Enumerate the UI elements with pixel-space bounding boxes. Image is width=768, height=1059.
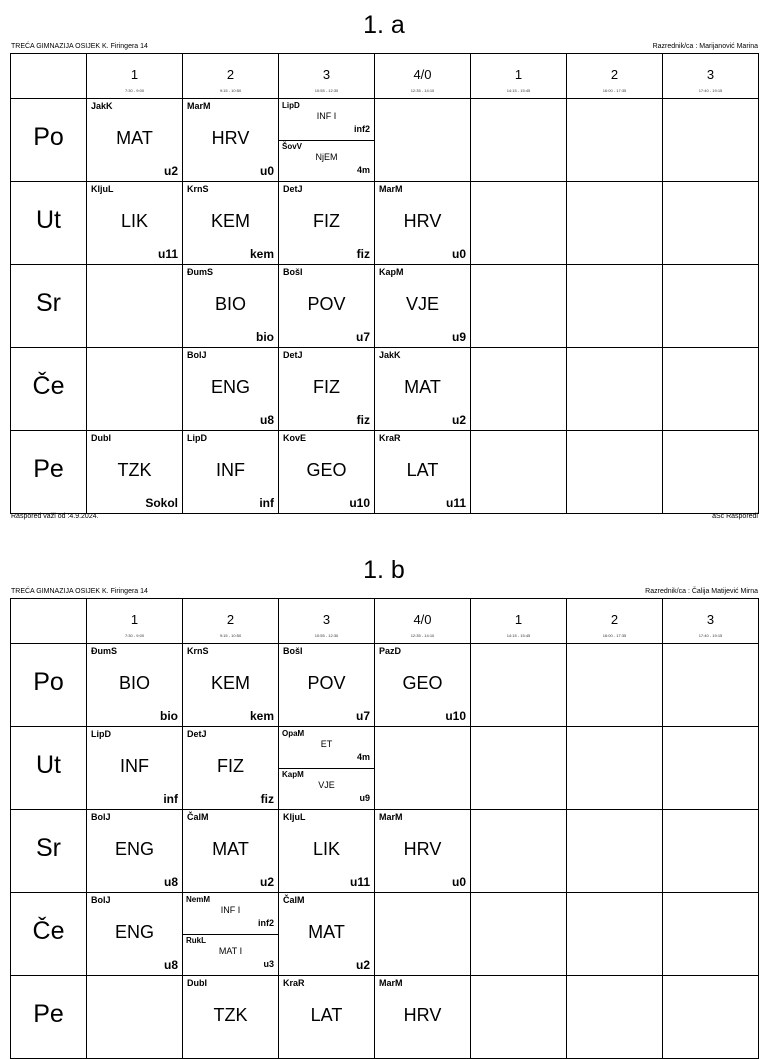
period-time: 9:15 - 10:50 bbox=[219, 633, 242, 638]
lesson-room: u2 bbox=[451, 413, 466, 427]
lesson-subject: INF I bbox=[316, 111, 337, 121]
period-header bbox=[375, 599, 471, 644]
homeroom-teacher: Razrednik/ca : Čalija Matijević Mirna bbox=[645, 588, 758, 595]
lesson-cell bbox=[663, 727, 759, 810]
lesson-teacher: ĐumS bbox=[91, 646, 118, 656]
lesson-room: u2 bbox=[355, 958, 370, 972]
day-row bbox=[11, 727, 759, 810]
day-name: Pe bbox=[33, 1000, 64, 1028]
period-time: 16:00 - 17:35 bbox=[602, 88, 627, 93]
period-time: 9:15 - 10:50 bbox=[219, 88, 242, 93]
lesson-teacher: DetJ bbox=[283, 350, 303, 360]
lesson-room: u9 bbox=[359, 793, 370, 803]
lesson-cell bbox=[471, 182, 567, 265]
period-number: 1 bbox=[514, 612, 523, 627]
lesson-cell bbox=[663, 644, 759, 727]
lesson-teacher: BolJ bbox=[187, 350, 207, 360]
lesson-cell bbox=[279, 182, 375, 265]
lesson-subject: MAT I bbox=[218, 946, 243, 956]
lesson-subject: ENG bbox=[114, 839, 154, 859]
lesson-cell bbox=[375, 976, 471, 1059]
lesson-subject: LIK bbox=[120, 211, 149, 231]
lesson-room: bio bbox=[256, 330, 274, 344]
lesson-half bbox=[183, 934, 278, 975]
lesson-teacher: LipD bbox=[282, 101, 300, 110]
lesson-teacher: KapM bbox=[282, 770, 304, 779]
period-header bbox=[567, 54, 663, 99]
lesson-cell bbox=[567, 976, 663, 1059]
day-name: Če bbox=[32, 917, 65, 945]
lesson-room: fiz bbox=[260, 792, 274, 806]
lesson-cell bbox=[375, 431, 471, 514]
lesson-subject: VJE bbox=[405, 294, 439, 314]
lesson-room: bio bbox=[160, 709, 178, 723]
lesson-cell bbox=[375, 727, 471, 810]
period-time: 10:55 - 12:30 bbox=[314, 633, 339, 638]
lesson-subject: MAT bbox=[404, 377, 441, 397]
lesson-subject: NjEM bbox=[315, 152, 338, 162]
lesson-subject: MAT bbox=[308, 922, 345, 942]
lesson-cell bbox=[279, 727, 375, 810]
lesson-room: u0 bbox=[259, 164, 274, 178]
period-header bbox=[567, 599, 663, 644]
lesson-teacher: KovE bbox=[283, 433, 307, 443]
lesson-cell bbox=[375, 265, 471, 348]
day-cell bbox=[11, 265, 87, 348]
lesson-cell bbox=[471, 727, 567, 810]
lesson-cell bbox=[87, 727, 183, 810]
school-name: TREĆA GIMNAZIJA OSIJEK K. Firingera 14 bbox=[11, 43, 148, 50]
lesson-cell bbox=[279, 810, 375, 893]
lesson-teacher: LipD bbox=[91, 729, 111, 739]
period-time: 7:30 - 9:00 bbox=[124, 88, 145, 93]
corner-cell bbox=[11, 54, 87, 99]
lesson-half bbox=[279, 99, 374, 141]
period-time: 17:40 - 19:15 bbox=[698, 633, 723, 638]
lesson-teacher: MarM bbox=[379, 812, 403, 822]
lesson-room: u11 bbox=[157, 247, 178, 261]
lesson-teacher: KrnS bbox=[187, 646, 209, 656]
lesson-teacher: ŠovV bbox=[282, 142, 303, 151]
period-time: 10:55 - 12:30 bbox=[314, 88, 339, 93]
software-credit: aSc Rasporedi bbox=[712, 513, 758, 520]
period-time: 14:15 - 15:45 bbox=[506, 88, 531, 93]
lesson-subject: FIZ bbox=[217, 756, 244, 776]
lesson-subject: TZK bbox=[213, 1005, 248, 1025]
lesson-room: inf bbox=[163, 792, 178, 806]
lesson-subject: KEM bbox=[210, 673, 250, 693]
lesson-cell bbox=[183, 182, 279, 265]
lesson-room: u0 bbox=[451, 875, 466, 889]
lesson-subject: HRV bbox=[403, 1005, 442, 1025]
lesson-teacher: MarM bbox=[379, 978, 403, 988]
lesson-cell bbox=[87, 431, 183, 514]
lesson-teacher: BošI bbox=[283, 267, 303, 277]
lesson-room: kem bbox=[249, 247, 274, 261]
lesson-subject: BIO bbox=[214, 294, 246, 314]
lesson-half bbox=[183, 893, 278, 935]
day-name: Sr bbox=[36, 289, 61, 317]
period-number: 2 bbox=[226, 67, 235, 82]
lesson-teacher: KljuL bbox=[91, 184, 114, 194]
lesson-teacher: KapM bbox=[379, 267, 404, 277]
lesson-subject: INF bbox=[120, 756, 149, 776]
period-header bbox=[663, 599, 759, 644]
lesson-cell bbox=[663, 431, 759, 514]
lesson-subject: ENG bbox=[210, 377, 250, 397]
day-row bbox=[11, 348, 759, 431]
lesson-room: inf2 bbox=[353, 124, 370, 134]
lesson-cell bbox=[663, 265, 759, 348]
period-header bbox=[663, 54, 759, 99]
day-name: Ut bbox=[36, 206, 61, 234]
day-cell bbox=[11, 182, 87, 265]
day-row bbox=[11, 99, 759, 182]
lesson-subject: POV bbox=[307, 294, 346, 314]
lesson-cell bbox=[471, 810, 567, 893]
period-time: 12:35 - 14:10 bbox=[410, 633, 435, 638]
period-number: 2 bbox=[610, 67, 619, 82]
lesson-room: 4m bbox=[356, 165, 370, 175]
lesson-subject: KEM bbox=[210, 211, 250, 231]
lesson-subject: LAT bbox=[310, 1005, 343, 1025]
lesson-room: fiz bbox=[356, 413, 370, 427]
lesson-subject: MAT bbox=[212, 839, 249, 859]
lesson-cell bbox=[567, 431, 663, 514]
lesson-teacher: ĐumS bbox=[187, 267, 214, 277]
period-number: 3 bbox=[706, 67, 715, 82]
lesson-cell bbox=[471, 99, 567, 182]
period-number: 3 bbox=[322, 612, 331, 627]
lesson-cell bbox=[183, 99, 279, 182]
lesson-cell bbox=[471, 348, 567, 431]
period-number: 4/0 bbox=[413, 612, 432, 627]
day-cell bbox=[11, 810, 87, 893]
lesson-cell bbox=[375, 348, 471, 431]
day-name: Pe bbox=[33, 455, 64, 483]
day-cell bbox=[11, 976, 87, 1059]
lesson-cell bbox=[87, 182, 183, 265]
lesson-cell bbox=[279, 431, 375, 514]
day-cell bbox=[11, 99, 87, 182]
day-row bbox=[11, 265, 759, 348]
lesson-room: u11 bbox=[349, 875, 370, 889]
lesson-subject: HRV bbox=[211, 128, 250, 148]
period-header bbox=[375, 54, 471, 99]
lesson-cell bbox=[567, 348, 663, 431]
lesson-room: u10 bbox=[349, 496, 370, 510]
period-number: 1 bbox=[514, 67, 523, 82]
day-row bbox=[11, 810, 759, 893]
lesson-teacher: DubI bbox=[91, 433, 111, 443]
lesson-cell bbox=[87, 348, 183, 431]
lesson-teacher: ČalM bbox=[283, 895, 305, 905]
lesson-subject: MAT bbox=[116, 128, 153, 148]
lesson-room: kem bbox=[249, 709, 274, 723]
lesson-cell bbox=[567, 727, 663, 810]
lesson-cell bbox=[567, 893, 663, 976]
lesson-cell bbox=[375, 810, 471, 893]
lesson-room: u3 bbox=[263, 959, 274, 969]
lesson-half bbox=[279, 140, 374, 181]
lesson-teacher: KraR bbox=[283, 978, 305, 988]
lesson-teacher: BolJ bbox=[91, 895, 111, 905]
day-name: Ut bbox=[36, 751, 61, 779]
day-name: Po bbox=[33, 123, 64, 151]
lesson-cell bbox=[279, 893, 375, 976]
lesson-subject: TZK bbox=[117, 460, 152, 480]
lesson-cell bbox=[567, 265, 663, 348]
lesson-subject: GEO bbox=[402, 673, 443, 693]
lesson-cell bbox=[471, 976, 567, 1059]
lesson-subject: HRV bbox=[403, 839, 442, 859]
lesson-cell bbox=[663, 893, 759, 976]
lesson-cell bbox=[279, 976, 375, 1059]
lesson-cell bbox=[279, 644, 375, 727]
lesson-teacher: DetJ bbox=[187, 729, 207, 739]
lesson-teacher: KraR bbox=[379, 433, 401, 443]
period-header bbox=[87, 54, 183, 99]
period-time: 16:00 - 17:35 bbox=[602, 633, 627, 638]
lesson-half bbox=[279, 727, 374, 769]
lesson-cell bbox=[183, 265, 279, 348]
lesson-room: u11 bbox=[445, 496, 466, 510]
lesson-subject: GEO bbox=[306, 460, 347, 480]
period-header bbox=[87, 599, 183, 644]
timetable-grid bbox=[10, 598, 759, 1059]
lesson-room: inf bbox=[259, 496, 274, 510]
lesson-cell bbox=[471, 644, 567, 727]
day-cell bbox=[11, 727, 87, 810]
period-number: 1 bbox=[130, 612, 139, 627]
lesson-cell bbox=[375, 893, 471, 976]
homeroom-teacher: Razrednik/ca : Marijanović Marina bbox=[652, 43, 758, 50]
period-time: 17:40 - 19:15 bbox=[698, 88, 723, 93]
lesson-subject: ET bbox=[320, 739, 333, 749]
lesson-teacher: DetJ bbox=[283, 184, 303, 194]
lesson-room: u8 bbox=[163, 875, 178, 889]
lesson-cell bbox=[471, 893, 567, 976]
lesson-teacher: JakK bbox=[379, 350, 401, 360]
lesson-teacher: NemM bbox=[186, 895, 211, 904]
lesson-cell bbox=[663, 99, 759, 182]
lesson-teacher: LipD bbox=[187, 433, 207, 443]
period-header bbox=[471, 599, 567, 644]
period-time: 12:35 - 14:10 bbox=[410, 88, 435, 93]
lesson-teacher: DubI bbox=[187, 978, 207, 988]
lesson-half bbox=[279, 768, 374, 809]
lesson-cell bbox=[567, 182, 663, 265]
period-header bbox=[183, 599, 279, 644]
lesson-cell bbox=[663, 810, 759, 893]
lesson-cell bbox=[663, 182, 759, 265]
period-number: 1 bbox=[130, 67, 139, 82]
lesson-cell bbox=[183, 431, 279, 514]
period-header bbox=[279, 599, 375, 644]
lesson-teacher: BošI bbox=[283, 646, 303, 656]
period-header bbox=[183, 54, 279, 99]
lesson-subject: ENG bbox=[114, 922, 154, 942]
day-cell bbox=[11, 348, 87, 431]
period-header bbox=[279, 54, 375, 99]
period-number: 3 bbox=[706, 612, 715, 627]
class-timetable bbox=[0, 555, 768, 1028]
class-title: 1. b bbox=[363, 556, 405, 584]
lesson-cell bbox=[87, 810, 183, 893]
lesson-teacher: BolJ bbox=[91, 812, 111, 822]
lesson-cell bbox=[567, 644, 663, 727]
lesson-room: u9 bbox=[451, 330, 466, 344]
day-cell bbox=[11, 644, 87, 727]
lesson-cell bbox=[663, 348, 759, 431]
lesson-subject: VJE bbox=[318, 780, 335, 790]
lesson-subject: BIO bbox=[118, 673, 150, 693]
period-number: 3 bbox=[322, 67, 331, 82]
lesson-room: 4m bbox=[356, 752, 370, 762]
lesson-room: u10 bbox=[445, 709, 466, 723]
lesson-subject: LAT bbox=[406, 460, 439, 480]
class-timetable bbox=[0, 10, 768, 545]
lesson-room: u7 bbox=[355, 709, 370, 723]
lesson-cell bbox=[471, 431, 567, 514]
lesson-cell bbox=[183, 348, 279, 431]
lesson-cell bbox=[375, 99, 471, 182]
lesson-teacher: KrnS bbox=[187, 184, 209, 194]
lesson-subject: POV bbox=[307, 673, 346, 693]
lesson-cell bbox=[183, 644, 279, 727]
lesson-teacher: ČalM bbox=[187, 812, 209, 822]
lesson-cell bbox=[87, 99, 183, 182]
corner-cell bbox=[11, 599, 87, 644]
lesson-cell bbox=[279, 265, 375, 348]
lesson-teacher: OpaM bbox=[282, 729, 305, 738]
lesson-subject: LIK bbox=[312, 839, 341, 859]
lesson-teacher: MarM bbox=[187, 101, 211, 111]
period-time: 7:30 - 9:00 bbox=[124, 633, 145, 638]
lesson-cell bbox=[567, 99, 663, 182]
lesson-cell bbox=[87, 644, 183, 727]
lesson-subject: FIZ bbox=[313, 211, 340, 231]
day-cell bbox=[11, 893, 87, 976]
class-title: 1. a bbox=[363, 11, 405, 39]
lesson-cell bbox=[471, 265, 567, 348]
lesson-cell bbox=[183, 976, 279, 1059]
lesson-cell bbox=[183, 727, 279, 810]
day-row bbox=[11, 182, 759, 265]
lesson-subject: INF I bbox=[220, 905, 241, 915]
lesson-cell bbox=[183, 810, 279, 893]
day-row bbox=[11, 644, 759, 727]
lesson-cell bbox=[279, 99, 375, 182]
lesson-room: u8 bbox=[259, 413, 274, 427]
school-name: TREĆA GIMNAZIJA OSIJEK K. Firingera 14 bbox=[11, 588, 148, 595]
lesson-cell bbox=[567, 810, 663, 893]
period-header-row bbox=[11, 54, 759, 99]
lesson-room: u2 bbox=[163, 164, 178, 178]
lesson-room: Sokol bbox=[145, 496, 178, 510]
timetable-grid bbox=[10, 53, 759, 514]
day-row bbox=[11, 976, 759, 1059]
lesson-teacher: RukL bbox=[186, 936, 206, 945]
valid-from-note: Raspored važi od :4.9.2024. bbox=[11, 513, 99, 520]
lesson-cell bbox=[87, 893, 183, 976]
lesson-room: u0 bbox=[451, 247, 466, 261]
period-header-row bbox=[11, 599, 759, 644]
day-name: Po bbox=[33, 668, 64, 696]
lesson-room: u7 bbox=[355, 330, 370, 344]
lesson-subject: INF bbox=[216, 460, 245, 480]
day-row bbox=[11, 893, 759, 976]
lesson-cell bbox=[279, 348, 375, 431]
day-cell bbox=[11, 431, 87, 514]
lesson-teacher: KljuL bbox=[283, 812, 306, 822]
lesson-room: u8 bbox=[163, 958, 178, 972]
lesson-cell bbox=[375, 182, 471, 265]
lesson-teacher: JakK bbox=[91, 101, 113, 111]
lesson-teacher: PazD bbox=[379, 646, 402, 656]
lesson-teacher: MarM bbox=[379, 184, 403, 194]
lesson-cell bbox=[375, 644, 471, 727]
lesson-cell bbox=[87, 976, 183, 1059]
lesson-cell bbox=[183, 893, 279, 976]
lesson-room: inf2 bbox=[257, 918, 274, 928]
period-number: 4/0 bbox=[413, 67, 432, 82]
period-time: 14:15 - 15:45 bbox=[506, 633, 531, 638]
day-name: Sr bbox=[36, 834, 61, 862]
lesson-room: u2 bbox=[259, 875, 274, 889]
lesson-subject: HRV bbox=[403, 211, 442, 231]
lesson-cell bbox=[663, 976, 759, 1059]
period-number: 2 bbox=[226, 612, 235, 627]
period-header bbox=[471, 54, 567, 99]
period-number: 2 bbox=[610, 612, 619, 627]
day-name: Če bbox=[32, 372, 65, 400]
lesson-subject: FIZ bbox=[313, 377, 340, 397]
lesson-cell bbox=[87, 265, 183, 348]
lesson-room: fiz bbox=[356, 247, 370, 261]
day-row bbox=[11, 431, 759, 514]
